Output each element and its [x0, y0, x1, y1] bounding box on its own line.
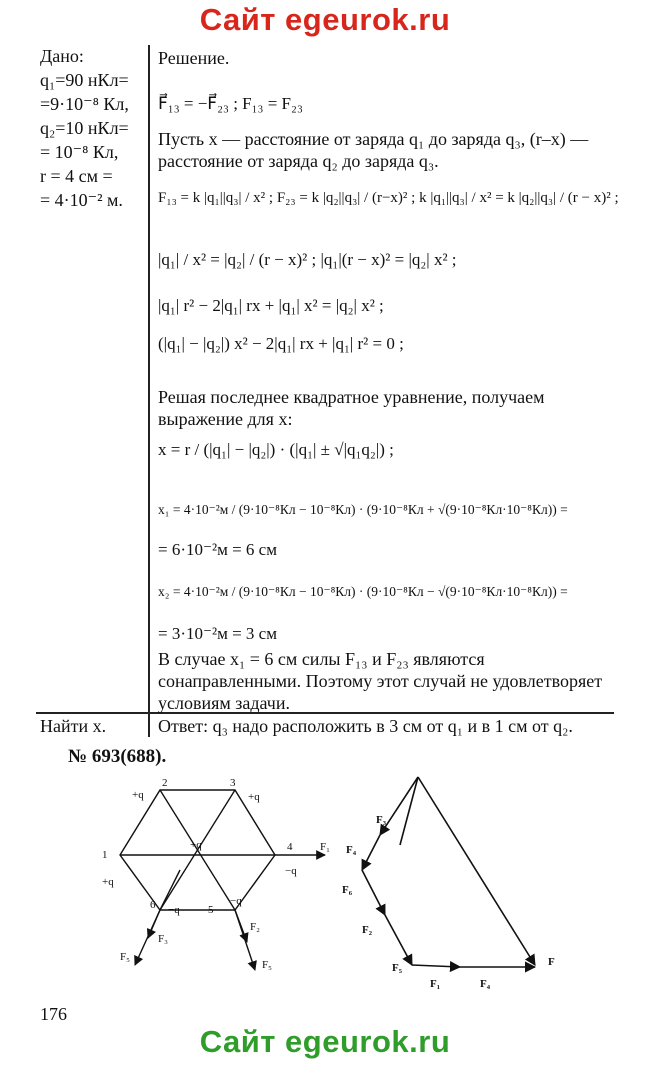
- given-line: = 4·10⁻² м.: [40, 190, 123, 210]
- charge-label: +q: [248, 791, 260, 803]
- force-label: F₃: [376, 814, 387, 826]
- vertex-label: 6: [150, 899, 156, 911]
- equation-4: |q₁| r² − 2|q₁| rx + |q₁| x² = |q₂| x² ;: [158, 296, 384, 315]
- force-label: F₂: [362, 924, 373, 936]
- force-label: F₆: [342, 884, 353, 896]
- force-label: F₅: [392, 962, 403, 974]
- charge-label: −q: [230, 895, 242, 907]
- equation-7: x₁ = 4·10⁻²м / (9·10⁻⁸Кл − 10⁻⁸Кл) · (9·10⁻⁸Кл + √(9·10⁻⁸Кл·10⁻⁸Кл)) =: [158, 502, 568, 517]
- force-label: F₁: [430, 978, 441, 990]
- given-line: q₂=10 нКл=: [40, 118, 129, 138]
- vertex-label: 5: [208, 904, 214, 916]
- given-line: = 10⁻⁸ Кл,: [40, 142, 119, 162]
- given-line: q₁=90 нКл=: [40, 70, 129, 90]
- equation-6: x = r / (|q₁| − |q₂|) · (|q₁| ± √|q₁q₂|) ;: [158, 440, 394, 459]
- charge-label: +q: [132, 789, 144, 801]
- solution-heading: Решение.: [158, 48, 230, 68]
- given-line: =9·10⁻⁸ Кл,: [40, 94, 129, 114]
- answer-text: Ответ: q₃ надо расположить в 3 см от q₁ и в 1 см от q₂.: [158, 716, 573, 736]
- solution-text-2: Решая последнее квадратное уравнение, получаем выражение для x:: [158, 387, 545, 429]
- vertex-label: 3: [230, 777, 236, 789]
- force-label: F₄: [346, 844, 357, 856]
- given-block: [40, 44, 148, 212]
- vertex-label: 1: [102, 849, 108, 861]
- charge-label: +q: [102, 876, 114, 888]
- force-label: F₅: [120, 951, 130, 963]
- equation-8-result: = 3·10⁻²м = 3 см: [158, 624, 277, 643]
- force-label: F: [548, 956, 555, 968]
- solution-text-3: В случае x₁ = 6 см силы F₁₃ и F₂₃ являются сонаправленными. Поэтому этот случай не удовлетворяет условиям задачи.: [158, 649, 603, 713]
- given-heading: Дано:: [40, 46, 84, 66]
- equation-1: F⃗₁₃ = −F⃗₂₃ ; F₁₃ = F₂₃: [158, 94, 303, 113]
- site-watermark-bottom: Сайт egeurok.ru: [199, 1024, 451, 1059]
- page-number: 176: [40, 1004, 67, 1024]
- charge-label: −q: [285, 865, 297, 877]
- problem-number: № 693(688).: [68, 746, 167, 767]
- solution-text-1: Пусть x — расстояние от заряда q₁ до заряда q₃, (r–x) — расстояние от заряда q₂ до заряда q₃.: [158, 129, 589, 171]
- table-divider-vertical: [148, 45, 150, 737]
- force-label: F₅: [262, 959, 272, 971]
- equation-7-result: = 6·10⁻²м = 6 см: [158, 540, 277, 559]
- charge-label: +q: [190, 839, 202, 851]
- figure-force-polygon: [340, 765, 580, 995]
- force-label: F₂: [250, 921, 260, 933]
- equation-5: (|q₁| − |q₂|) x² − 2|q₁| rx + |q₁| r² = 0 ;: [158, 334, 404, 353]
- force-label: F₄: [480, 978, 491, 990]
- equation-3: |q₁| / x² = |q₂| / (r − x)² ; |q₁|(r − x)² = |q₂| x² ;: [158, 250, 457, 269]
- find-label: Найти x.: [40, 716, 107, 736]
- figure-hexagon-charges: [90, 770, 350, 995]
- force-label: F₁: [320, 841, 330, 853]
- force-label: F₃: [158, 933, 168, 945]
- site-watermark-top: Сайт egeurok.ru: [199, 2, 451, 37]
- vertex-label: 2: [162, 777, 168, 789]
- vertex-label: 4: [287, 841, 293, 853]
- equation-8: x₂ = 4·10⁻²м / (9·10⁻⁸Кл − 10⁻⁸Кл) · (9·10⁻⁸Кл − √(9·10⁻⁸Кл·10⁻⁸Кл)) =: [158, 584, 568, 599]
- charge-label: −q: [168, 904, 180, 916]
- equation-2: F₁₃ = k |q₁||q₃| / x² ; F₂₃ = k |q₂||q₃| / (r−x)² ; k |q₁||q₃| / x² = k |q₂||q₃| / (r − x)² ;: [158, 190, 619, 206]
- given-line: r = 4 см =: [40, 166, 113, 186]
